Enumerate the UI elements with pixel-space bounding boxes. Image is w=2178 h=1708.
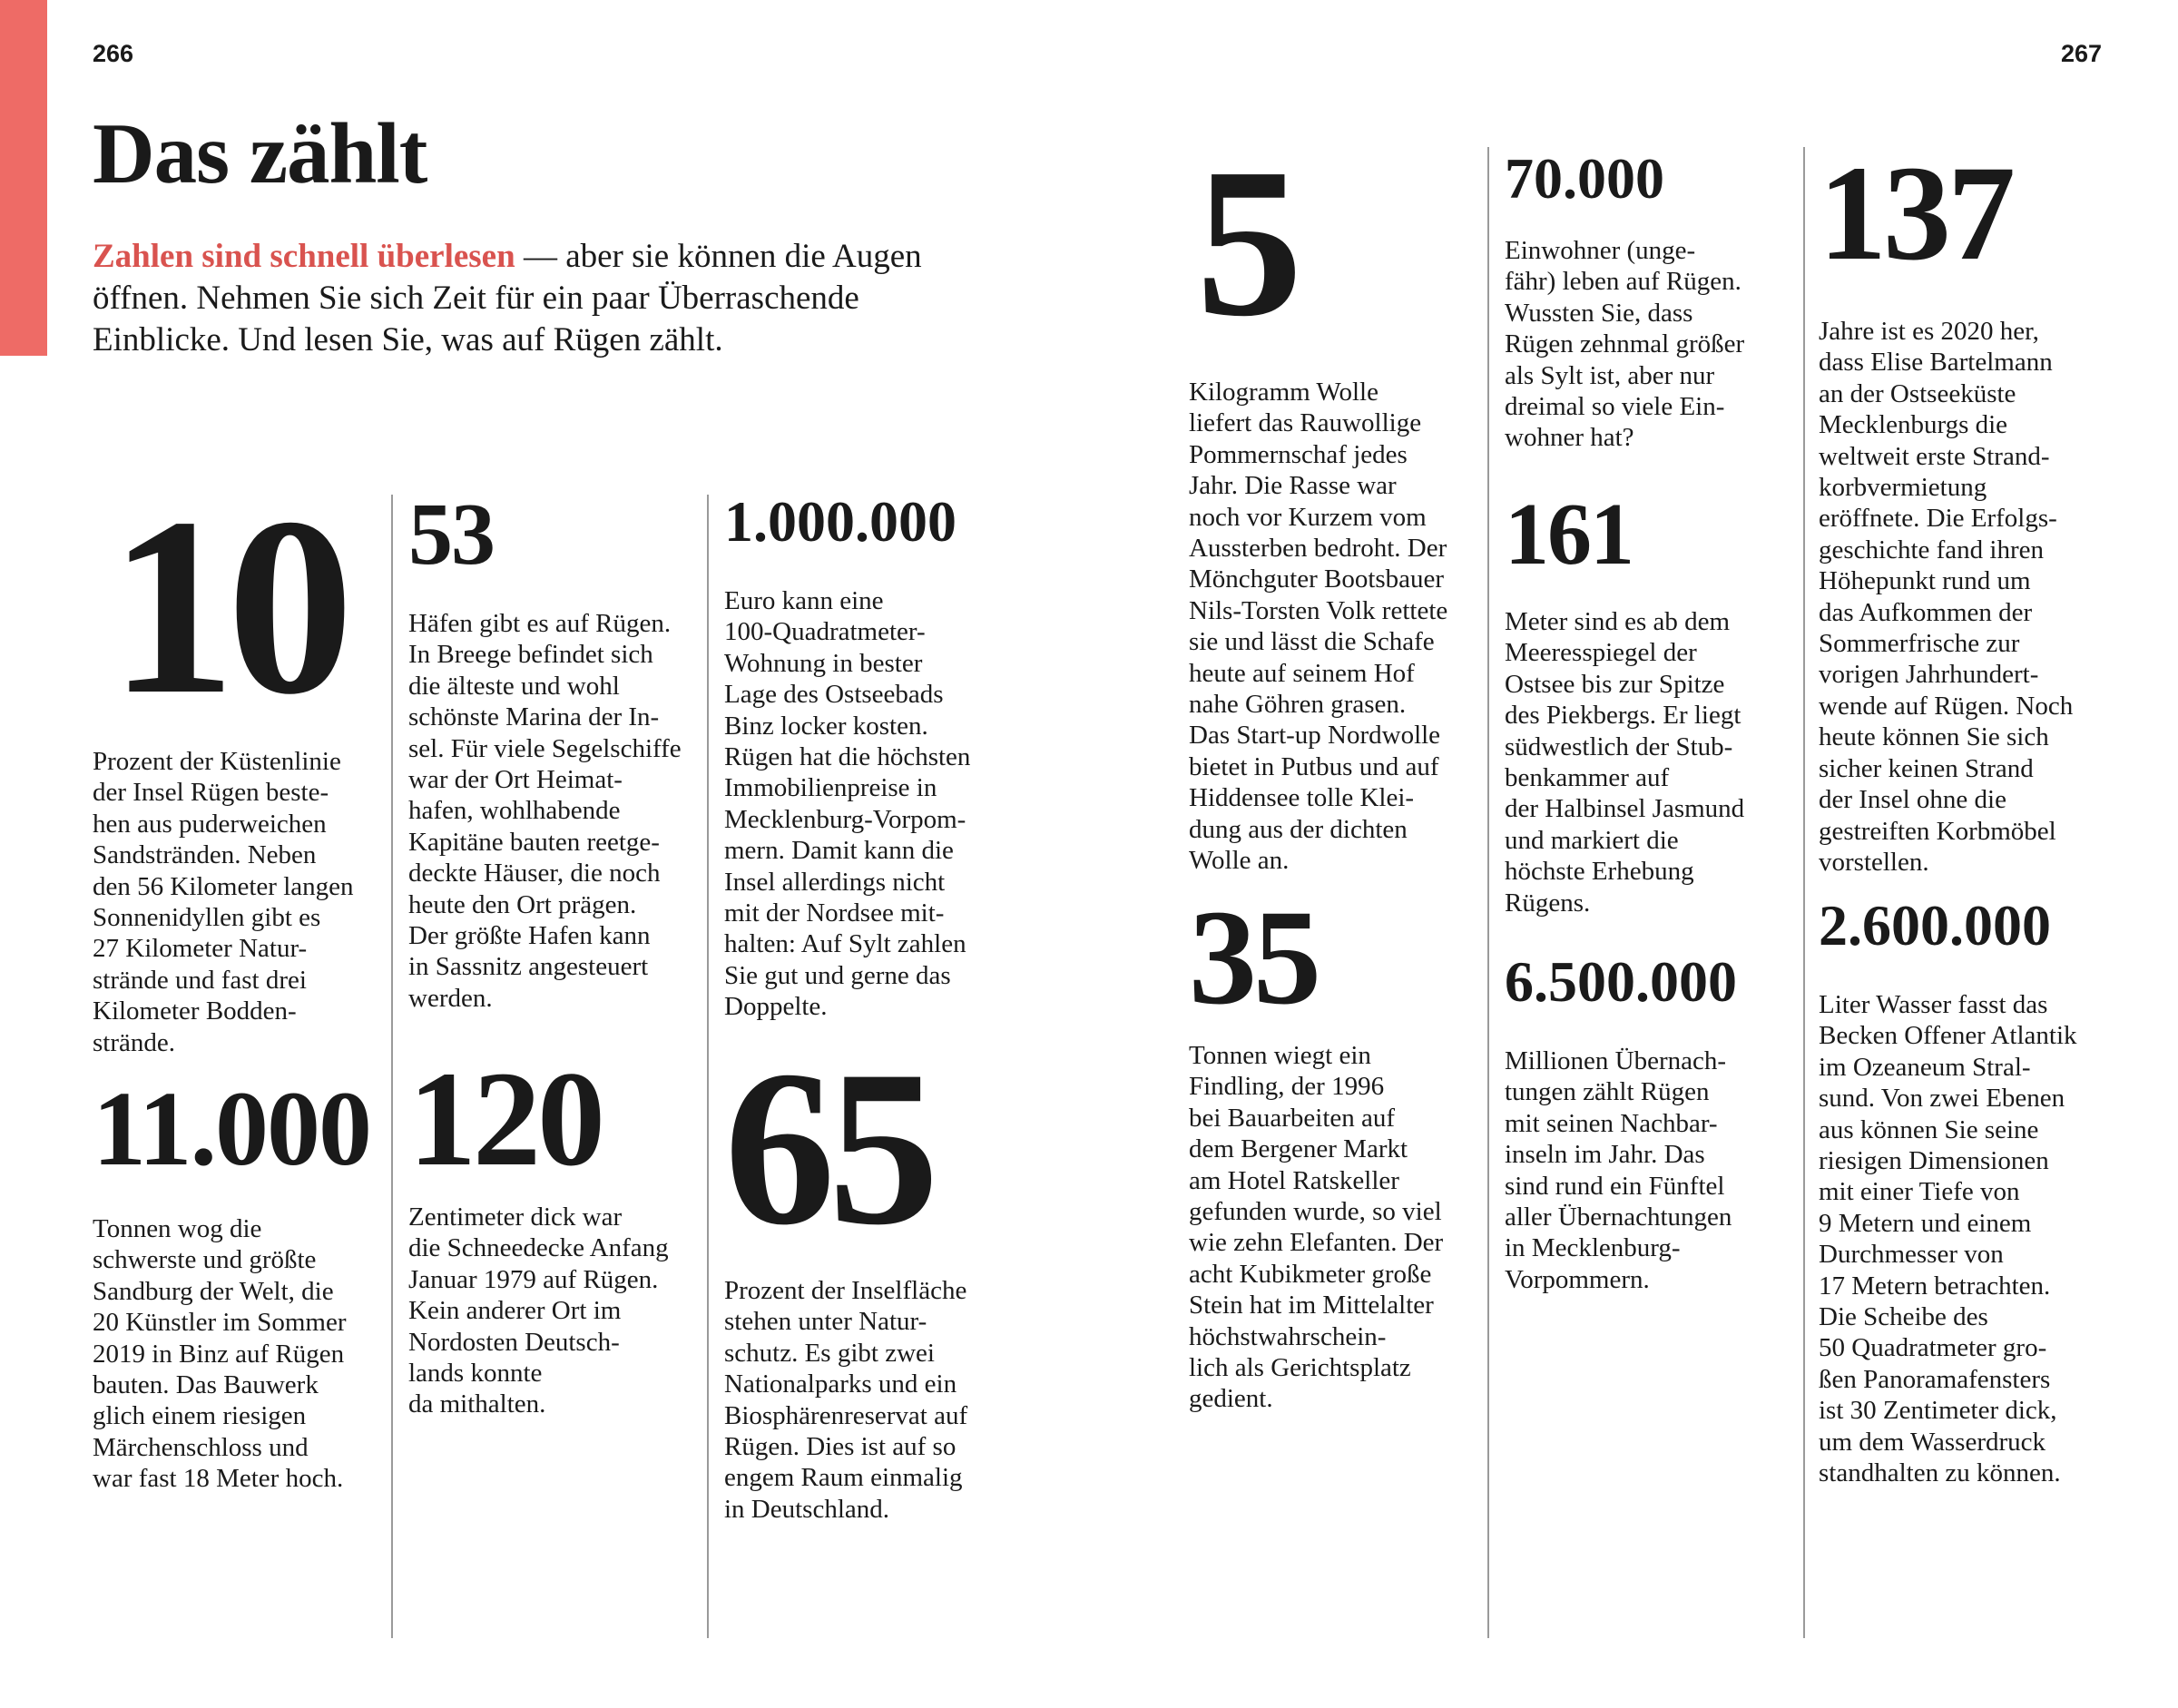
fact-block [408,486,699,1014]
page-number-right: 267 [2060,40,2102,67]
fact-text: Liter Wasser fasst das Becken Offener Atlantik im Ozeaneum Stral- sund. Von zwei Ebenen aus können Sie seine riesigen Dimensionen mit einer Tiefe von 9 Metern und einem Durchmesser von 17 Metern betrachten. Die Scheibe des 50 Quadratmeter gro- ßen Panoramafensters ist 30 Zentimeter dick, um dem Wasserdruck standhalten zu können. [1819,990,2077,1488]
fact-text: Euro kann eine 100-Quadratmeter- Wohnung in bester Lage des Ostseebads Binz locker kosten. Rügen hat die höchsten Immobilienpreise in Mecklenburg-Vorpom- mern. Damit kann die Insel allerdings nicht mit der Nordsee mit- halten: Auf Sylt zahlen Sie gut und gerne das Doppelte. [724,586,971,1022]
fact-number: 53 [408,486,494,584]
column-divider [707,495,709,1638]
fact-text: Prozent der Küstenlinie der Insel Rügen beste- hen aus puderweichen Sandstränden. Neben den 56 Kilometer langen Sonnenidyllen gibt es 27 Kilometer Natur- strände und fast drei Kilometer Bodden- strände. [93,747,354,1057]
page-number-left: 266 [93,40,134,67]
fact-text: Millionen Übernach- tungen zählt Rügen mit seinen Nachbar- inseln im Jahr. Das sind rund ein Fünftel aller Übernachtungen in Mecklenburg- Vorpommern. [1505,1046,1732,1294]
fact-block [1819,138,2118,878]
fact-block [1505,146,1800,454]
fact-block [1819,893,2118,1489]
fact-number: 6.500.000 [1505,949,1737,1014]
fact-text: Einwohner (unge- fähr) leben auf Rügen. Wussten Sie, dass Rügen zehnmal größer als Sylt ist, aber nur dreimal so viele Ein- wohner hat? [1505,236,1745,453]
fact-number: 137 [1819,138,2012,289]
fact-text: Prozent der Inselfläche stehen unter Natur- schutz. Es gibt zwei Nationalparks und ein Biosphärenreservat auf Rügen. Dies ist auf so engem Raum einmalig in Deutschland. [724,1276,968,1524]
fact-text: Zentimeter dick war die Schneedecke Anfang Januar 1979 auf Rügen. Kein anderer Ort im Nordosten Deutsch- lands konnte da mithalten. [408,1202,669,1419]
fact-text: Jahre ist es 2020 her, dass Elise Bartelmann an der Ostseeküste Mecklenburgs die weltweit erste Strand- korbvermietung eröffnete. Die Erfolgs- geschichte fand ihren Höhepunkt rund um das Aufkommen der Sommerfrische zur vorigen Jahrhundert- wende auf Rügen. Noch heute können Sie sich sicher keinen Strand der Insel ohne die gestreiften Korbmöbel vorstellen. [1819,317,2074,877]
fact-number: 70.000 [1505,146,1664,211]
intro-highlight: Zahlen sind schnell überlesen [93,238,515,275]
fact-number: 2.600.000 [1819,893,2051,957]
fact-number: 11.000 [93,1069,370,1188]
fact-text: Kilogramm Wolle liefert das Rauwollige Pommernschaf jedes Jahr. Die Rasse war noch vor Kurzem vom Aussterben bedroht. Der Mönchguter Bootsbauer Nils-Torsten Volk rettete sie und lässt die Schafe heute auf seinem Hof nahe Göhren grasen. Das Start-up Nordwolle bietet in Putbus und auf Hiddensee tolle Klei- dung aus der dichten Wolle an. [1189,378,1448,876]
fact-block [724,1025,1024,1525]
fact-text: Häfen gibt es auf Rügen. In Breege befindet sich die älteste und wohl schönste Marina der In- sel. Für viele Segelschiffe war der Ort Heimat- hafen, wohlhabende Kapitäne bauten reetge- deckte Häuser, die noch heute den Ort prägen. Der größte Hafen kann in Sassnitz angesteuert werden. [408,609,682,1013]
column-divider [391,495,393,1638]
fact-number: 65 [724,1025,932,1271]
fact-number: 35 [1189,882,1318,1033]
page-title: Das zählt [93,105,427,201]
fact-block [93,1069,383,1495]
fact-block [1189,124,1488,877]
fact-block [1189,882,1488,1415]
fact-number: 1.000.000 [724,489,957,554]
fact-text: Tonnen wog die schwerste und größte Sandburg der Welt, die 20 Künstler im Sommer 2019 in Binz auf Rügen bauten. Das Bauwerk glich einem riesigen Märchenschloss und war fast 18 Meter hoch. [93,1214,347,1494]
fact-block [724,489,1024,1023]
column-divider [1803,147,1805,1638]
fact-block [1505,949,1800,1295]
fact-number: 5 [1196,124,1301,360]
intro-text: — aber sie können die Augen öffnen. Nehmen Sie sich Zeit für ein paar Überraschende Einblicke. Und lesen Sie, was auf Rügen zählt. [93,238,922,358]
fact-number: 161 [1505,486,1633,584]
accent-bar [0,0,47,356]
fact-block [408,1044,699,1420]
fact-number: 120 [408,1044,602,1194]
fact-block [93,465,383,1058]
intro-paragraph [93,236,964,361]
fact-block [1505,486,1800,918]
fact-text: Meter sind es ab dem Meeresspiegel der Ostsee bis zur Spitze des Piekbergs. Er liegt südwestlich der Stub- benkammer auf der Halbinsel Jasmund und markiert die höchste Erhebung Rügens. [1505,607,1745,918]
fact-number: 10 [109,465,345,747]
fact-text: Tonnen wiegt ein Findling, der 1996 bei Bauarbeiten auf dem Bergener Markt am Hotel Ratskeller gefunden wurde, so viel wie zehn Elefanten. Der acht Kubikmeter große Stein hat im Mittelalter höchstwahrschein- lich als Gerichtsplatz gedient. [1189,1041,1444,1414]
